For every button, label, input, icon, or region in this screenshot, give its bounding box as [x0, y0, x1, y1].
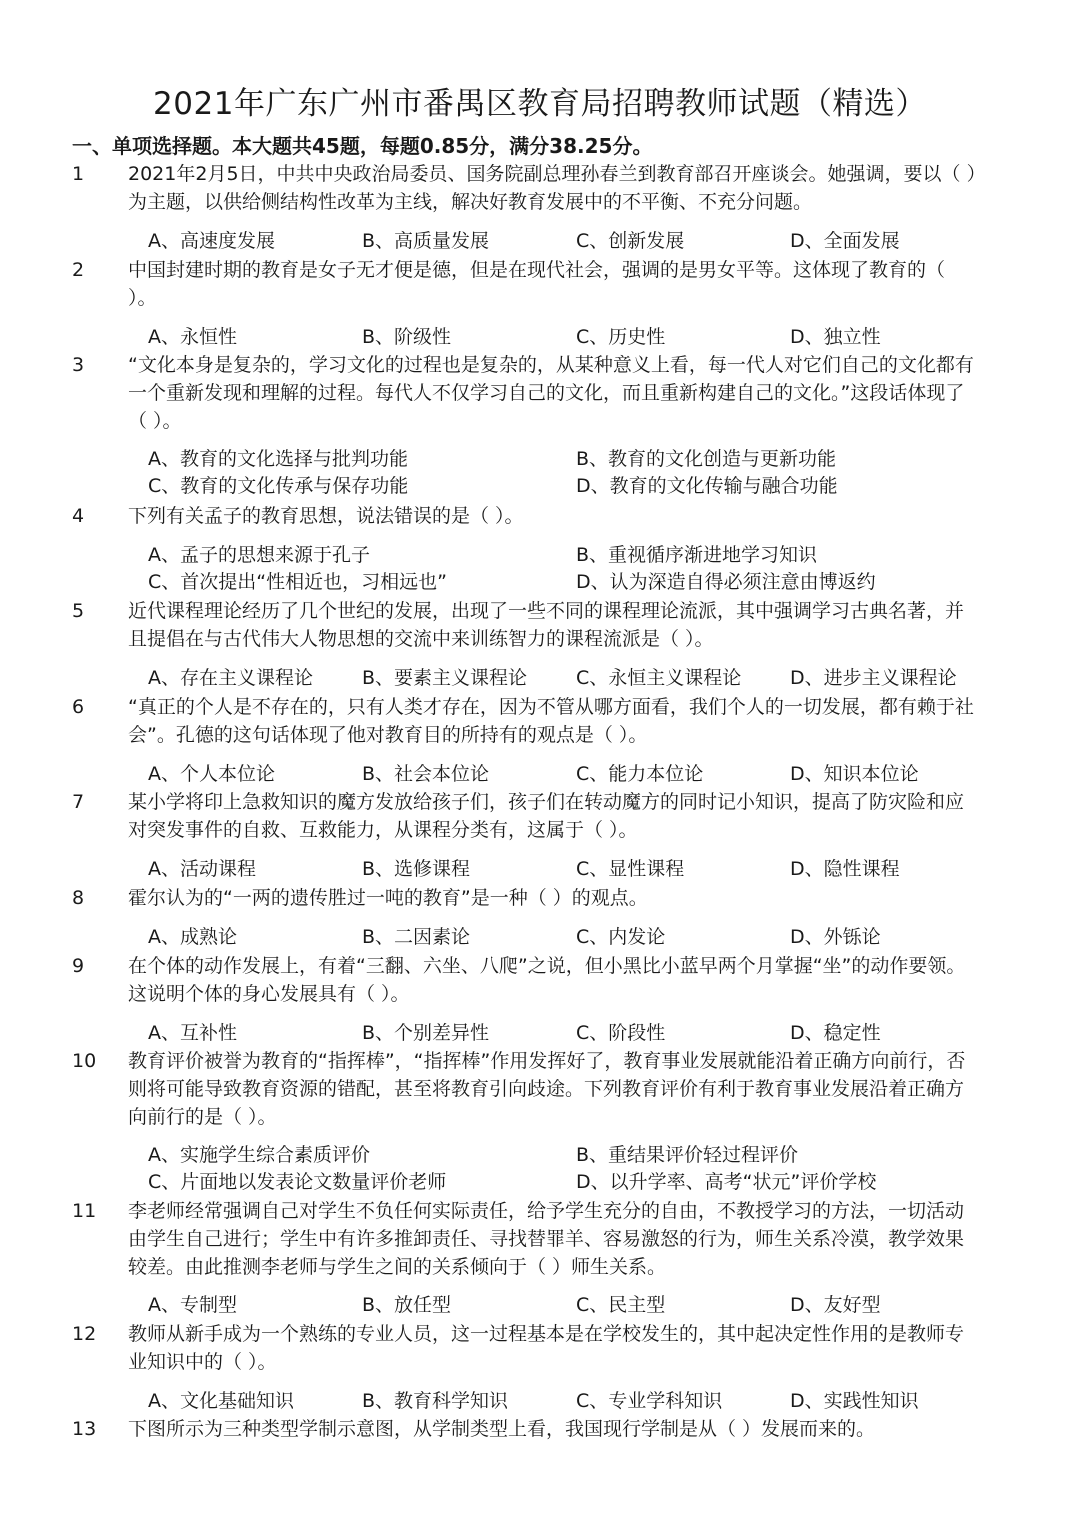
- question-stem: “文化本身是复杂的，学习文化的过程也是复杂的，从某种意义上看，每一代人对它们自己的文化都有一个重新发现和理解的过程。每代人不仅学习自己的文化，而且重新构建自己的文化。”这段话体现了（ ）。: [128, 354, 974, 432]
- option-d: D、教育的文化传输与融合功能: [576, 475, 838, 497]
- option-b: B、高质量发展: [362, 230, 490, 252]
- question-number: 11: [72, 1200, 97, 1222]
- option-c: C、教育的文化传承与保存功能: [148, 475, 409, 497]
- question-number: 8: [72, 887, 85, 909]
- option-d: D、稳定性: [790, 1022, 881, 1044]
- option-b: B、教育的文化创造与更新功能: [576, 448, 837, 470]
- option-d: D、隐性课程: [790, 858, 900, 880]
- option-d: D、进步主义课程论: [790, 667, 957, 689]
- options: [148, 1020, 1008, 1047]
- option-a: A、专制型: [148, 1294, 237, 1316]
- option-a: A、高速度发展: [148, 230, 275, 252]
- question-number: 2: [72, 259, 85, 281]
- question-number: 1: [72, 163, 85, 185]
- option-a: A、存在主义课程论: [148, 667, 313, 689]
- option-a: A、成熟论: [148, 926, 237, 948]
- option-c: C、永恒主义课程论: [576, 667, 742, 689]
- question-stem: 近代课程理论经历了几个世纪的发展，出现了一些不同的课程理论流派，其中强调学习古典名著，并且提倡在与古代伟大人物思想的交流中来训练智力的课程流派是（ ）。: [128, 600, 965, 650]
- question-stem: “真正的个人是不存在的，只有人类才存在，因为不管从哪方面看，我们个人的一切发展，都有赖于社会”。孔德的这句话体现了他对教育目的所持有的观点是（ ）。: [128, 696, 974, 746]
- option-a: A、活动课程: [148, 858, 256, 880]
- question-number: 5: [72, 600, 85, 622]
- option-b: B、个别差异性: [362, 1022, 490, 1044]
- option-b: B、重结果评价轻过程评价: [576, 1144, 799, 1166]
- question-number: 3: [72, 354, 85, 376]
- option-a: A、孟子的思想来源于孔子: [148, 544, 370, 566]
- options: [148, 1292, 1008, 1319]
- page-title: 2021年广东广州市番禺区教育局招聘教师试题（精选）: [153, 86, 927, 122]
- option-c: C、历史性: [576, 326, 666, 348]
- option-c: C、阶段性: [576, 1022, 666, 1044]
- question-stem: 某小学将印上急救知识的魔方发放给孩子们，孩子们在转动魔方的同时记小知识，提高了防灾险和应对突发事件的自救、互救能力，从课程分类有，这属于（ ）。: [128, 791, 965, 841]
- question-number: 6: [72, 696, 85, 718]
- question-stem: 在个体的动作发展上，有着“三翻、六坐、八爬”之说，但小黑比小蓝早两个月掌握“坐”的动作要领。这说明个体的身心发展具有（ ）。: [128, 955, 966, 1005]
- option-b: B、教育科学知识: [362, 1390, 509, 1412]
- question-number: 7: [72, 791, 85, 813]
- options: [148, 324, 1008, 351]
- options: [148, 665, 1008, 692]
- option-d: D、独立性: [790, 326, 881, 348]
- question-stem: 霍尔认为的“一两的遗传胜过一吨的教育”是一种（ ）的观点。: [128, 887, 648, 909]
- options: [148, 761, 1008, 788]
- question-stem: 教师从新手成为一个熟练的专业人员，这一过程基本是在学校发生的，其中起决定性作用的是教师专业知识中的（ ）。: [128, 1323, 965, 1373]
- option-b: B、二因素论: [362, 926, 471, 948]
- option-b: B、社会本位论: [362, 763, 490, 785]
- option-c: C、片面地以发表论文数量评价老师: [148, 1171, 447, 1193]
- question-number: 13: [72, 1418, 97, 1440]
- question-stem: 李老师经常强调自己对学生不负任何实际责任，给予学生充分的自由，不教授学习的方法，一切活动由学生自己进行；学生中有许多推卸责任、寻找替罪羊、容易激怒的行为，师生关系冷漠，教学效果较差。由此推测李老师与学生之间的关系倾向于（ ）师生关系。: [128, 1200, 965, 1278]
- option-c: C、显性课程: [576, 858, 685, 880]
- section-heading: 一、单项选择题。本大题共45题，每题0.85分，满分38.25分。: [72, 134, 653, 158]
- options: [148, 228, 1008, 255]
- question-number: 9: [72, 955, 85, 977]
- option-b: B、重视循序渐进地学习知识: [576, 544, 818, 566]
- option-b: B、阶级性: [362, 326, 452, 348]
- option-d: D、以升学率、高考“状元”评价学校: [576, 1171, 877, 1193]
- option-a: A、互补性: [148, 1022, 237, 1044]
- option-d: D、认为深造自得必须注意由博返约: [576, 571, 876, 593]
- option-d: D、外铄论: [790, 926, 881, 948]
- option-c: C、首次提出“性相近也，习相远也”: [148, 571, 447, 593]
- options: [148, 856, 1008, 883]
- option-d: D、知识本位论: [790, 763, 919, 785]
- option-a: A、文化基础知识: [148, 1390, 294, 1412]
- options: [148, 1142, 1008, 1196]
- option-c: C、创新发展: [576, 230, 685, 252]
- option-c: C、能力本位论: [576, 763, 704, 785]
- options: [148, 542, 1008, 596]
- option-b: B、放任型: [362, 1294, 452, 1316]
- option-c: C、民主型: [576, 1294, 666, 1316]
- question-stem: 教育评价被誉为教育的“指挥棒”，“指挥棒”作用发挥好了，教育事业发展就能沿着正确方向前行，否则将可能导致教育资源的错配，甚至将教育引向歧途。下列教育评价有利于教育事业发展沿着正确方向前行的是（ ）。: [128, 1050, 966, 1128]
- option-b: B、选修课程: [362, 858, 471, 880]
- options: [148, 446, 1008, 500]
- option-c: C、内发论: [576, 926, 666, 948]
- option-b: B、要素主义课程论: [362, 667, 528, 689]
- option-d: D、友好型: [790, 1294, 881, 1316]
- options: [148, 1388, 1008, 1415]
- option-a: A、教育的文化选择与批判功能: [148, 448, 408, 470]
- question-stem: 中国封建时期的教育是女子无才便是德，但是在现代社会，强调的是男女平等。这体现了教育的（ ）。: [128, 259, 946, 309]
- question-number: 10: [72, 1050, 97, 1072]
- question-stem: 下图所示为三种类型学制示意图，从学制类型上看，我国现行学制是从（ ）发展而来的。: [128, 1418, 876, 1440]
- question-stem: 2021年2月5日，中共中央政治局委员、国务院副总理孙春兰到教育部召开座谈会。她强调，要以（ ）为主题，以供给侧结构性改革为主线，解决好教育发展中的不平衡、不充分问题。: [128, 163, 977, 213]
- question-number: 12: [72, 1323, 97, 1345]
- option-c: C、专业学科知识: [576, 1390, 723, 1412]
- question-stem: 下列有关孟子的教育思想，说法错误的是（ ）。: [128, 505, 524, 527]
- options: [148, 924, 1008, 951]
- option-a: A、个人本位论: [148, 763, 275, 785]
- option-a: A、永恒性: [148, 326, 237, 348]
- option-d: D、实践性知识: [790, 1390, 919, 1412]
- question-number: 4: [72, 505, 85, 527]
- option-d: D、全面发展: [790, 230, 900, 252]
- option-a: A、实施学生综合素质评价: [148, 1144, 370, 1166]
